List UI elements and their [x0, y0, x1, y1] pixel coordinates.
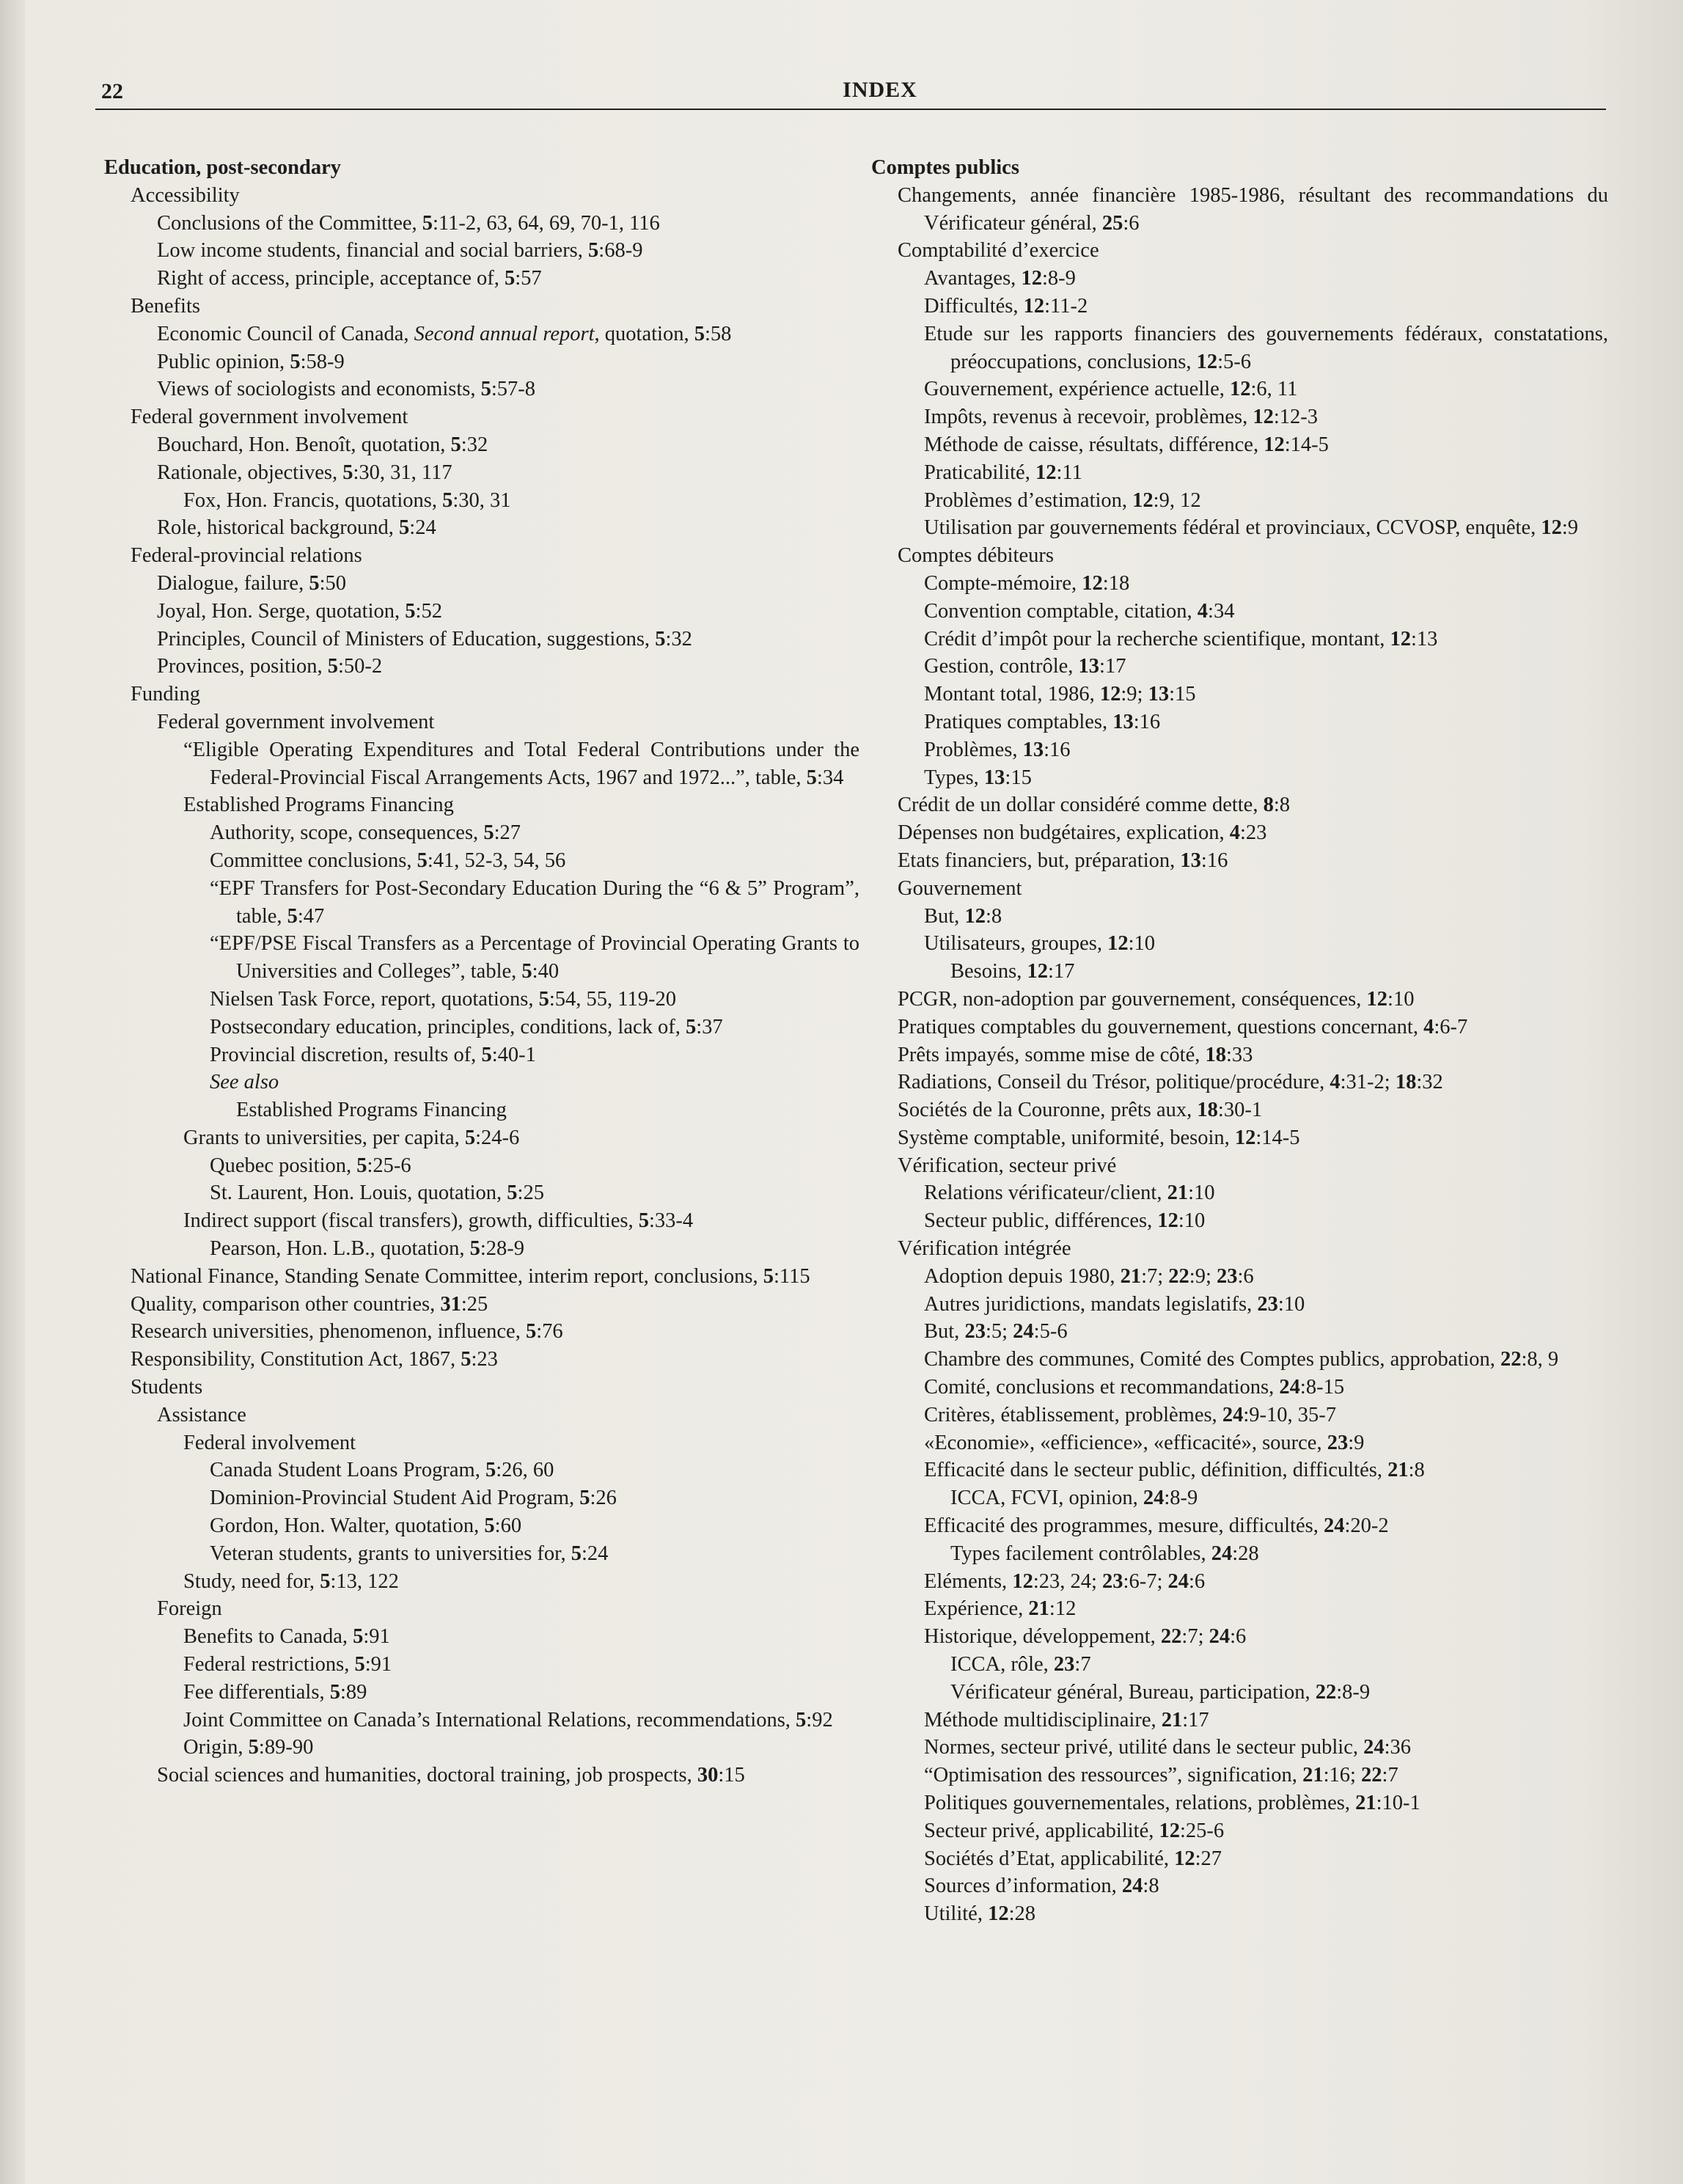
index-entry: Pearson, Hon. L.B., quotation, 5:28-9	[210, 1237, 525, 1261]
index-entry: Authority, scope, consequences, 5:27	[210, 821, 521, 845]
index-entry: Critères, établissement, problèmes, 24:9-10, 35-7	[924, 1403, 1336, 1426]
index-entry: Quality, comparison other countries, 31:25	[131, 1292, 488, 1316]
page-binding-shadow	[0, 0, 25, 2184]
page-number: 22	[101, 79, 123, 103]
index-entry: Right of access, principle, acceptance of, 5:57	[157, 267, 542, 290]
index-entry: Nielsen Task Force, report, quotations, 5:54, 55, 119-20	[210, 987, 676, 1011]
index-entry: National Finance, Standing Senate Committee, interim report, conclusions, 5:115	[131, 1264, 810, 1288]
index-entry: PCGR, non-adoption par gouvernement, conséquences, 12:10	[898, 987, 1415, 1011]
index-entry: Secteur privé, applicabilité, 12:25-6	[924, 1819, 1225, 1842]
index-entry: Rationale, objectives, 5:30, 31, 117	[157, 461, 452, 484]
index-entry: “Eligible Operating Expenditures and Total Federal Contributions under the Federal-Provincial Fiscal Arrangements Acts, 1967 and 1972...”, table, 5:34	[183, 738, 859, 789]
index-entry: “EPF Transfers for Post-Secondary Education During the “6 & 5” Program”, table, 5:47	[210, 876, 859, 928]
index-entry: Problèmes, 13:16	[924, 738, 1071, 761]
index-entry: Gouvernement, expérience actuelle, 12:6, 11	[924, 378, 1298, 401]
index-column-left	[104, 154, 859, 1789]
index-entry: Crédit de un dollar considéré comme dette, 8:8	[898, 794, 1291, 817]
index-entry: Sources d’information, 24:8	[924, 1875, 1159, 1898]
index-entry: Established Programs Financing	[183, 794, 454, 817]
index-entry: Problèmes d’estimation, 12:9, 12	[924, 488, 1201, 512]
index-entry: Radiations, Conseil du Trésor, politique/procédure, 4:31-2; 18:32	[898, 1071, 1443, 1094]
index-entry: Joint Committee on Canada’s International Relations, recommendations, 5:92	[183, 1708, 833, 1732]
index-entry: Avantages, 12:8-9	[924, 267, 1076, 290]
index-entry: Gouvernement	[898, 876, 1022, 900]
index-entry: Historique, développement, 22:7; 24:6	[924, 1625, 1247, 1649]
index-entry: Principles, Council of Ministers of Education, suggestions, 5:32	[157, 627, 692, 651]
index-entry: Federal government involvement	[131, 406, 408, 429]
index-entry: Federal restrictions, 5:91	[183, 1653, 392, 1677]
index-entry: Joyal, Hon. Serge, quotation, 5:52	[157, 599, 442, 623]
index-entry: Normes, secteur privé, utilité dans le secteur public, 24:36	[924, 1736, 1412, 1759]
index-entry: Méthode de caisse, résultats, différence, 12:14-5	[924, 433, 1329, 456]
index-entry: Crédit d’impôt pour la recherche scientifique, montant, 12:13	[924, 627, 1438, 651]
index-entry: Compte-mémoire, 12:18	[924, 571, 1130, 595]
index-entry: Federal government involvement	[157, 710, 435, 733]
index-entry: Efficacité dans le secteur public, définition, difficultés, 21:8	[924, 1459, 1425, 1482]
index-entry: Montant total, 1986, 12:9; 13:15	[924, 683, 1196, 706]
index-entry: Besoins, 12:17	[950, 960, 1075, 983]
index-entry: Conclusions of the Committee, 5:11-2, 63, 64, 69, 70-1, 116	[157, 211, 660, 235]
index-entry: Chambre des communes, Comité des Comptes publics, approbation, 22:8, 9	[924, 1348, 1559, 1371]
index-entry: Prêts impayés, somme mise de côté, 18:33	[898, 1043, 1253, 1066]
index-entry: Bouchard, Hon. Benoît, quotation, 5:32	[157, 433, 488, 456]
index-entry: Federal-provincial relations	[131, 544, 362, 568]
index-entry: Comité, conclusions et recommandations, 24:8-15	[924, 1376, 1345, 1399]
header-rule	[95, 109, 1606, 110]
index-entry: Adoption depuis 1980, 21:7; 22:9; 23:6	[924, 1264, 1254, 1288]
index-entry: Gestion, contrôle, 13:17	[924, 655, 1126, 678]
index-entry: St. Laurent, Hon. Louis, quotation, 5:25	[210, 1181, 544, 1205]
index-entry: Système comptable, uniformité, besoin, 12:14-5	[898, 1126, 1300, 1149]
index-entry: Committee conclusions, 5:41, 52-3, 54, 56	[210, 849, 566, 872]
index-entry: Dépenses non budgétaires, explication, 4:23	[898, 821, 1267, 845]
index-entry: Efficacité des programmes, mesure, difficultés, 24:20-2	[924, 1514, 1389, 1538]
index-entry: Study, need for, 5:13, 122	[183, 1569, 399, 1593]
index-entry: See also	[210, 1071, 279, 1094]
index-entry: Low income students, financial and social barriers, 5:68-9	[157, 239, 643, 263]
index-entry: Accessibility	[131, 183, 240, 207]
index-entry: Relations vérificateur/client, 21:10	[924, 1181, 1215, 1205]
index-entry: Autres juridictions, mandats legislatifs, 23:10	[924, 1292, 1305, 1316]
index-entry: Dominion-Provincial Student Aid Program, 5:26	[210, 1487, 617, 1510]
index-entry: Students	[131, 1376, 203, 1399]
index-entry: Méthode multidisciplinaire, 21:17	[924, 1708, 1209, 1732]
running-head: INDEX	[843, 78, 917, 102]
index-entry: Vérification, secteur privé	[898, 1154, 1117, 1177]
index-entry: Pratiques comptables, 13:16	[924, 710, 1161, 733]
index-entry: Utilisateurs, groupes, 12:10	[924, 932, 1156, 956]
index-entry: Comptes débiteurs	[898, 544, 1054, 568]
index-entry: ICCA, FCVI, opinion, 24:8-9	[950, 1487, 1198, 1510]
index-entry: Vérification intégrée	[898, 1237, 1071, 1261]
index-entry: Indirect support (fiscal transfers), growth, difficulties, 5:33-4	[183, 1209, 694, 1233]
index-entry: Postsecondary education, principles, conditions, lack of, 5:37	[210, 1015, 723, 1038]
index-entry: Social sciences and humanities, doctoral training, job prospects, 30:15	[157, 1764, 745, 1787]
index-entry: Convention comptable, citation, 4:34	[924, 599, 1235, 623]
index-entry: Quebec position, 5:25-6	[210, 1154, 411, 1177]
index-entry: Funding	[131, 683, 201, 706]
index-entry: Sociétés de la Couronne, prêts aux, 18:30-1	[898, 1099, 1263, 1122]
index-entry: Provinces, position, 5:50-2	[157, 655, 383, 678]
index-entry: Eléments, 12:23, 24; 23:6-7; 24:6	[924, 1569, 1206, 1593]
index-entry: Economic Council of Canada, Second annual report, quotation, 5:58	[157, 322, 732, 345]
index-entry: Expérience, 21:12	[924, 1597, 1077, 1621]
index-entry: Secteur public, différences, 12:10	[924, 1209, 1206, 1233]
index-entry: Grants to universities, per capita, 5:24-6	[183, 1126, 520, 1149]
index-entry: Fox, Hon. Francis, quotations, 5:30, 31	[183, 488, 511, 512]
index-entry: “Optimisation des ressources”, signification, 21:16; 22:7	[924, 1764, 1398, 1787]
index-entry: Difficultés, 12:11-2	[924, 294, 1088, 318]
index-heading: Education, post-secondary	[104, 156, 342, 179]
index-entry: Sociétés d’Etat, applicabilité, 12:27	[924, 1847, 1222, 1870]
index-entry: “EPF/PSE Fiscal Transfers as a Percentage of Provincial Operating Grants to Universities and Colleges”, table, 5:40	[210, 932, 859, 983]
index-entry: «Economie», «efficience», «efficacité», source, 23:9	[924, 1431, 1365, 1454]
index-entry: Responsibility, Constitution Act, 1867, 5:23	[131, 1348, 498, 1371]
index-entry: Impôts, revenus à recevoir, problèmes, 12:12-3	[924, 406, 1319, 429]
index-entry: Role, historical background, 5:24	[157, 516, 436, 540]
index-entry: ICCA, rôle, 23:7	[950, 1653, 1091, 1677]
index-entry: Canada Student Loans Program, 5:26, 60	[210, 1459, 554, 1482]
index-entry: Provincial discretion, results of, 5:40-1	[210, 1043, 536, 1066]
index-entry: Benefits	[131, 294, 200, 318]
index-entry: Research universities, phenomenon, influence, 5:76	[131, 1320, 563, 1344]
index-entry: Assistance	[157, 1403, 246, 1426]
index-entry: Utilité, 12:28	[924, 1902, 1035, 1926]
index-entry: But, 23:5; 24:5-6	[924, 1320, 1068, 1344]
index-entry: Politiques gouvernementales, relations, problèmes, 21:10-1	[924, 1792, 1420, 1815]
index-entry: Views of sociologists and economists, 5:57-8	[157, 378, 536, 401]
index-entry: Fee differentials, 5:89	[183, 1680, 367, 1704]
index-entry: Benefits to Canada, 5:91	[183, 1625, 390, 1649]
index-entry: Public opinion, 5:58-9	[157, 350, 345, 373]
index-entry: Types facilement contrôlables, 24:28	[950, 1542, 1259, 1565]
index-entry: Established Programs Financing	[236, 1099, 507, 1122]
index-entry: Comptabilité d’exercice	[898, 239, 1099, 263]
index-entry: Dialogue, failure, 5:50	[157, 571, 347, 595]
index-entry: Origin, 5:89-90	[183, 1736, 314, 1759]
index-entry: Federal involvement	[183, 1431, 356, 1454]
index-entry: Praticabilité, 12:11	[924, 461, 1082, 484]
index-entry: Etats financiers, but, préparation, 13:16	[898, 849, 1228, 872]
index-column-right	[871, 154, 1608, 1928]
index-entry: Etude sur les rapports financiers des gouvernements fédéraux, constatations, préoccupations, conclusions, 12:5-6	[924, 322, 1608, 373]
index-entry: Gordon, Hon. Walter, quotation, 5:60	[210, 1514, 522, 1538]
index-heading: Comptes publics	[871, 156, 1019, 179]
index-entry: Foreign	[157, 1597, 222, 1621]
index-entry: Types, 13:15	[924, 766, 1032, 789]
index-entry: Changements, année financière 1985-1986, résultant des recommandations du Vérificateur général, 25:6	[898, 183, 1608, 235]
index-entry: Vérificateur général, Bureau, participation, 22:8-9	[950, 1680, 1371, 1704]
index-entry: Utilisation par gouvernements fédéral et provinciaux, CCVOSP, enquête, 12:9	[924, 516, 1579, 540]
index-entry: Veteran students, grants to universities for, 5:24	[210, 1542, 609, 1565]
index-entry: But, 12:8	[924, 904, 1002, 928]
index-entry: Pratiques comptables du gouvernement, questions concernant, 4:6-7	[898, 1015, 1468, 1038]
